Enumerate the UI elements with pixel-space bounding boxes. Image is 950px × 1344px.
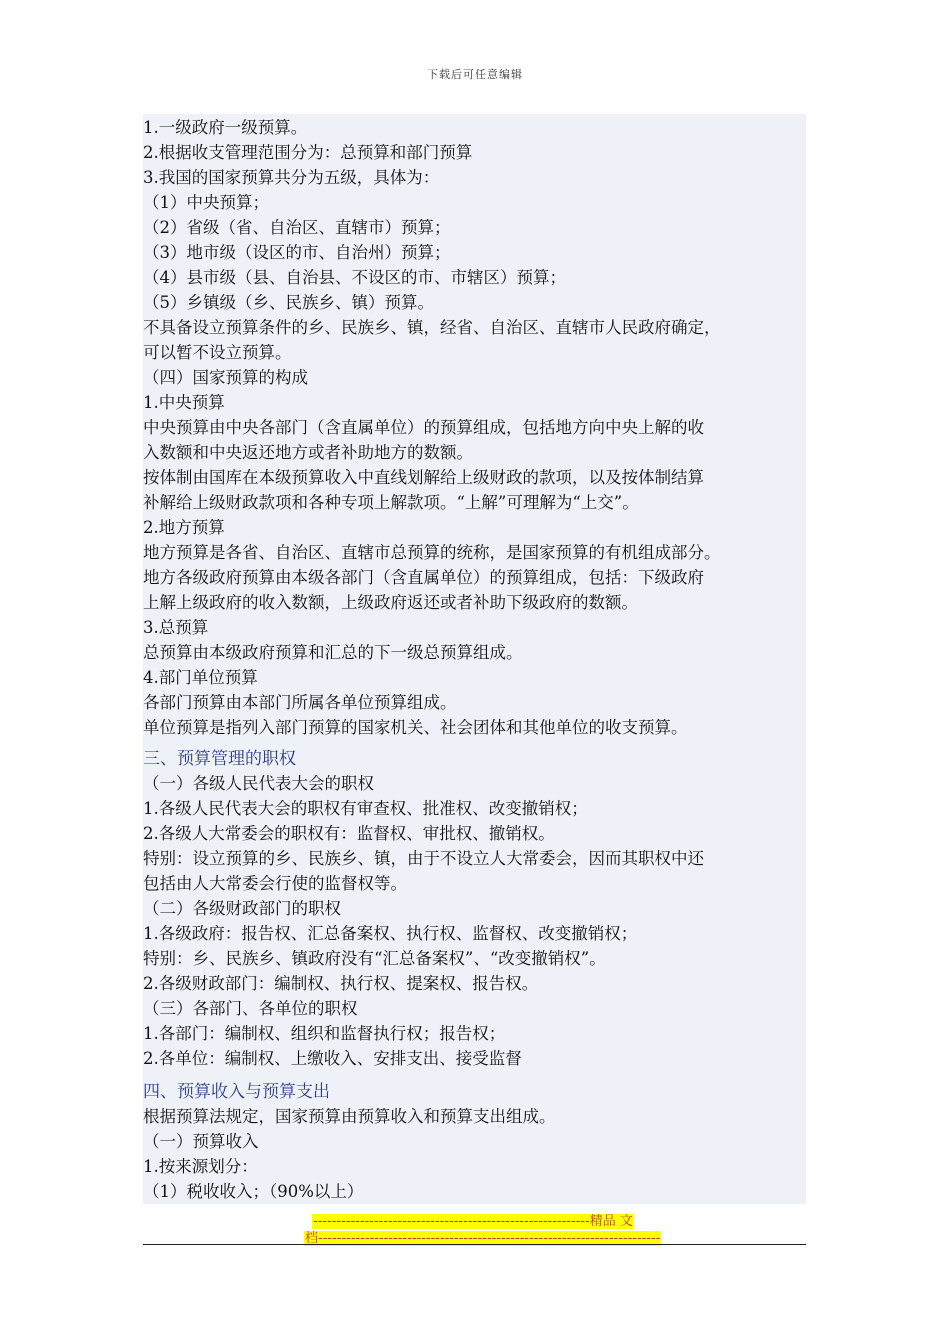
text-line: 总预算由本级政府预算和汇总的下一级总预算组成。 [143, 643, 523, 662]
text-line: 按体制由国库在本级预算收入中直线划解给上级财政的款项，以及按体制结算 [143, 468, 704, 487]
section-heading: 三、预算管理的职权 [143, 749, 296, 769]
footer-mark-text2: 档------------------------------------------------------------------------- [305, 1231, 661, 1246]
text-line: 2.根据收支管理范围分为：总预算和部门预算 [143, 143, 473, 162]
text-line: 入数额和中央返还地方或者补助地方的数额。 [143, 443, 473, 462]
text-line: 3.总预算 [143, 618, 209, 637]
text-line: 各部门预算由本部门所属各单位预算组成。 [143, 693, 457, 712]
text-line: 根据预算法规定，国家预算由预算收入和预算支出组成。 [143, 1107, 556, 1126]
text-line: 地方预算是各省、自治区、直辖市总预算的统称，是国家预算的有机组成部分。 [143, 543, 721, 562]
text-line: （4）县市级（县、自治县、不设区的市、市辖区）预算； [143, 268, 566, 287]
text-line: （三）各部门、各单位的职权 [143, 999, 358, 1018]
content-box [143, 114, 806, 1204]
text-line: 1.各部门：编制权、组织和监督执行权；报告权； [143, 1024, 506, 1043]
text-line: 1.中央预算 [143, 393, 225, 412]
text-line: 2.各级人大常委会的职权有：监督权、审批权、撤销权。 [143, 824, 555, 843]
text-line: 1.各级人民代表大会的职权有审查权、批准权、改变撤销权； [143, 799, 588, 818]
text-line: 3.我国的国家预算共分为五级，具体为： [143, 168, 440, 187]
text-line: （二）各级财政部门的职权 [143, 899, 341, 918]
text-line: （1）税收收入；（90%以上） [143, 1182, 364, 1201]
section-heading: 四、预算收入与预算支出 [143, 1082, 330, 1102]
text-line: 1.一级政府一级预算。 [143, 118, 308, 137]
text-line: （3）地市级（设区的市、自治州）预算； [143, 243, 451, 262]
text-line: 可以暂不设立预算。 [143, 343, 292, 362]
text-line: 2.地方预算 [143, 518, 225, 537]
text-line: 4.部门单位预算 [143, 668, 258, 687]
text-line: 1.各级政府：报告权、汇总备案权、执行权、监督权、改变撤销权； [143, 924, 638, 943]
text-line: （5）乡镇级（乡、民族乡、镇）预算。 [143, 293, 434, 312]
footer-mark-text1: -----------------------------------------------------------精品 文 [313, 1214, 633, 1229]
text-line: 中央预算由中央各部门（含直属单位）的预算组成，包括地方向中央上解的收 [143, 418, 704, 437]
text-line: （1）中央预算； [143, 193, 269, 212]
footer-rule [143, 1244, 806, 1245]
text-line: 补解给上级财政款项和各种专项上解款项。“上解”可理解为“上交”。 [143, 493, 639, 512]
text-line: 包括由人大常委会行使的监督权等。 [143, 874, 407, 893]
text-line: 1.按来源划分： [143, 1157, 258, 1176]
text-line: 不具备设立预算条件的乡、民族乡、镇，经省、自治区、直辖市人民政府确定， [143, 318, 721, 337]
text-line: 特别：乡、民族乡、镇政府没有“汇总备案权”、“改变撤销权”。 [143, 949, 606, 968]
page-header: 下载后可任意编辑 [427, 68, 523, 81]
text-line: （一）各级人民代表大会的职权 [143, 774, 374, 793]
text-line: 上解上级政府的收入数额，上级政府返还或者补助下级政府的数额。 [143, 593, 638, 612]
text-line: （2）省级（省、自治区、直辖市）预算； [143, 218, 451, 237]
text-line: 2.各单位：编制权、上缴收入、安排支出、接受监督 [143, 1049, 522, 1068]
text-line: 地方各级政府预算由本级各部门（含直属单位）的预算组成，包括：下级政府 [143, 568, 704, 587]
text-line: （四）国家预算的构成 [143, 368, 308, 387]
text-line: 2.各级财政部门：编制权、执行权、提案权、报告权。 [143, 974, 539, 993]
text-line: （一）预算收入 [143, 1132, 259, 1151]
text-line: 单位预算是指列入部门预算的国家机关、社会团体和其他单位的收支预算。 [143, 718, 688, 737]
text-line: 特别：设立预算的乡、民族乡、镇，由于不设立人大常委会，因而其职权中还 [143, 849, 704, 868]
